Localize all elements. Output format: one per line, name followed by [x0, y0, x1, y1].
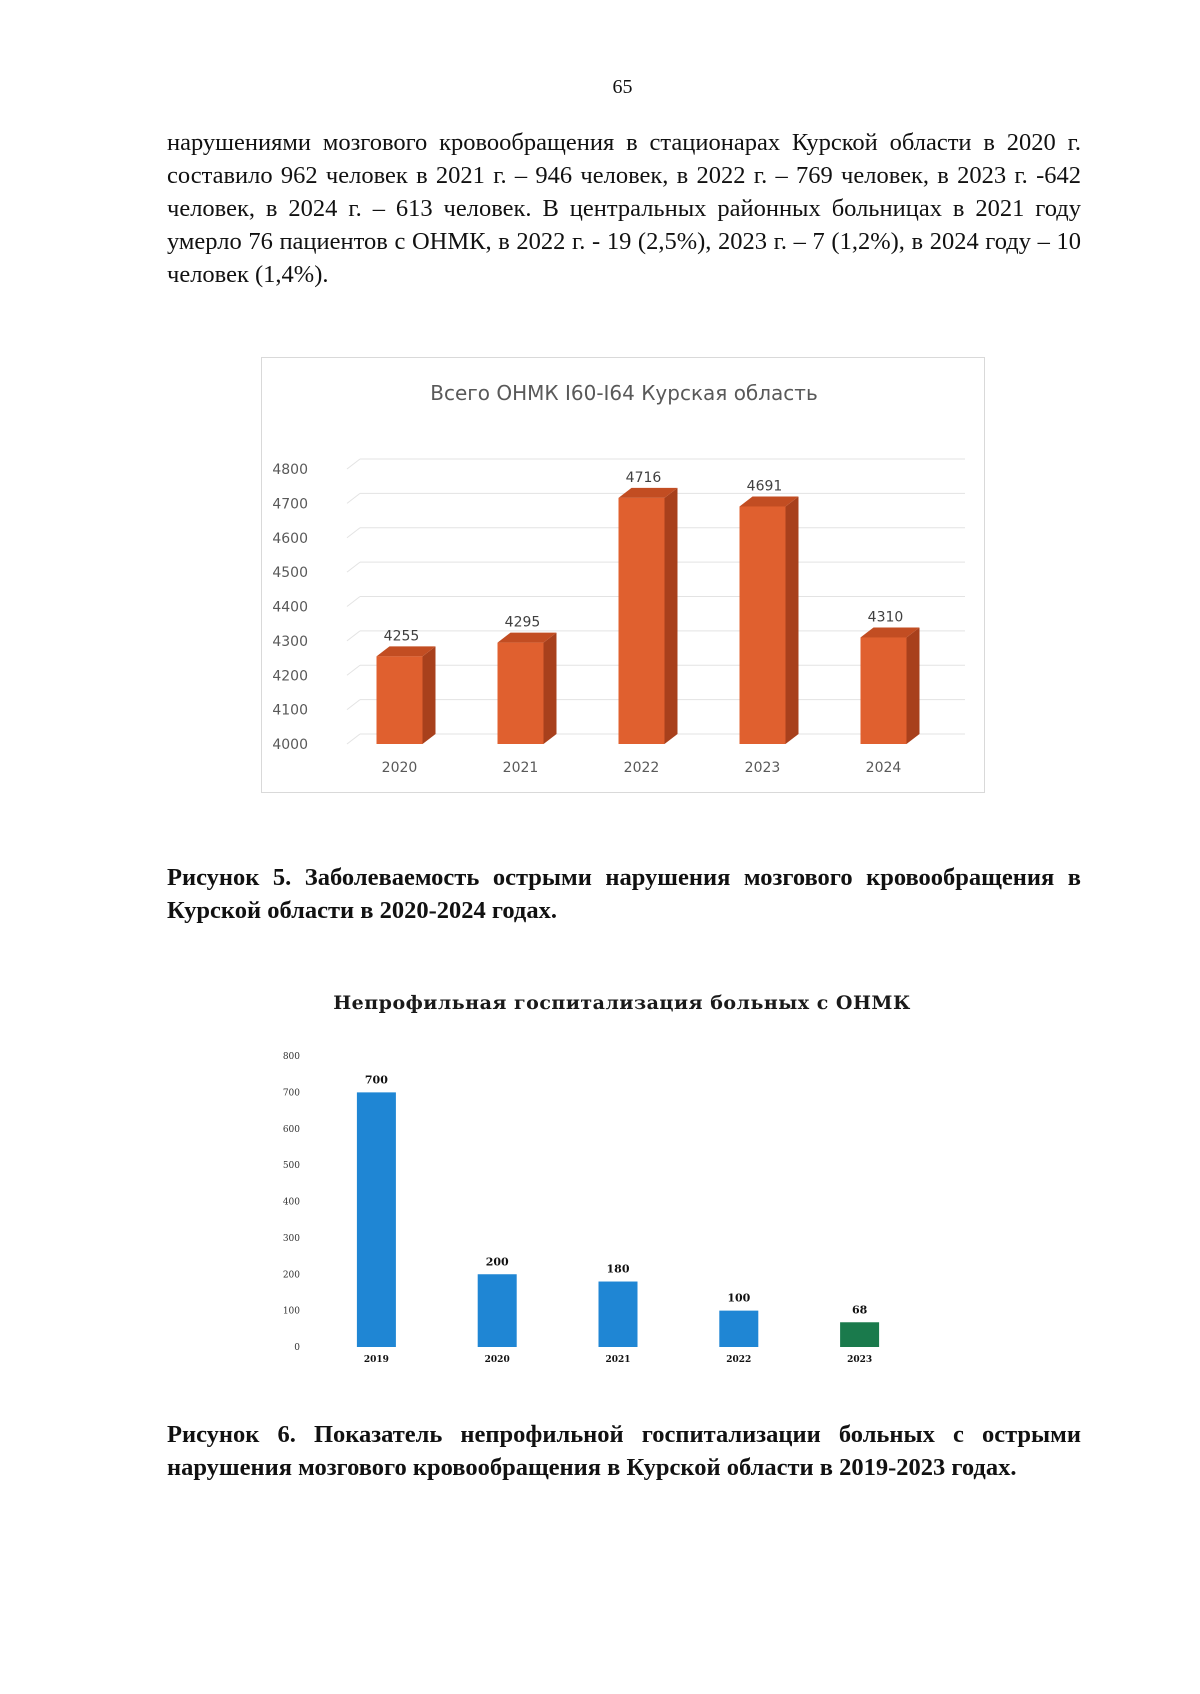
chart-title: Непрофильная госпитализация больных с ОНМК [333, 992, 911, 1014]
bar [498, 643, 544, 744]
bar-side [907, 627, 920, 744]
chart-onmk-total [262, 358, 986, 794]
x-tick-label: 2020 [381, 760, 418, 776]
gridline-depth [347, 528, 360, 538]
data-label: 68 [851, 1303, 868, 1317]
y-tick-label: 800 [282, 1052, 300, 1062]
y-tick-label: 4600 [272, 530, 308, 547]
bar [377, 656, 423, 744]
gridline-depth [347, 631, 360, 641]
x-tick-label: 2021 [605, 1355, 631, 1365]
gridline-depth [347, 700, 360, 710]
bar-side [786, 496, 799, 744]
y-tick-label: 4500 [272, 565, 308, 582]
x-tick-label: 2019 [363, 1355, 389, 1365]
y-tick-label: 300 [282, 1233, 300, 1244]
x-tick-label: 2022 [726, 1355, 752, 1365]
figure-5-frame [261, 357, 985, 793]
figure-6-caption: Рисунок 6. Показатель непрофильной госпитализации больных с острыми нарушения мозгового кровообращения в Курской области в 2019-2023 годах. [167, 1421, 1081, 1481]
y-tick-label: 4400 [272, 599, 308, 616]
gridline-depth [347, 562, 360, 572]
x-tick-label: 2021 [502, 760, 539, 776]
y-tick-label: 200 [282, 1270, 300, 1281]
data-label: 700 [364, 1073, 388, 1087]
bar-side [423, 646, 436, 744]
data-label: 4295 [504, 614, 541, 631]
x-tick-label: 2023 [744, 760, 781, 776]
y-tick-label: 4700 [272, 496, 308, 513]
data-label: 4716 [625, 469, 662, 486]
data-label: 4310 [867, 609, 904, 626]
bar [840, 1322, 879, 1347]
bar-side [544, 633, 557, 744]
body-paragraph: нарушениями мозгового кровообращения в стационарах Курской области в 2020 г. составило 962 человек в 2021 г. – 946 человек, в 2022 г. – 769 человек, в 2023 г. -642 человек, в 2024 г. – 613 человек. В центральных районных больницах в 2021 году умерло 76 пациентов с ОНМК, в 2022 г. - 19 (2,5%), 2023 г. – 7 (1,2%), в 2024 году – 10 человек (1,4%). [167, 129, 1081, 288]
bar [357, 1092, 396, 1347]
bar [719, 1311, 758, 1347]
gridline-depth [347, 493, 360, 503]
x-tick-label: 2022 [623, 760, 660, 776]
y-tick-label: 100 [282, 1306, 300, 1317]
bar [599, 1282, 638, 1347]
y-tick-label: 4100 [272, 702, 308, 719]
gridline-depth [347, 459, 360, 469]
figure-5-caption: Рисунок 5. Заболеваемость острыми нарушения мозгового кровообращения в Курской области в 2020-2024 годах. [167, 864, 1081, 924]
y-tick-label: 400 [282, 1197, 300, 1208]
y-tick-label: 0 [294, 1343, 300, 1353]
y-tick-label: 500 [282, 1161, 300, 1172]
gridline-depth [347, 734, 360, 744]
data-label: 200 [485, 1255, 509, 1269]
chart-title: Всего ОНМК I60-I64 Курская область [430, 381, 818, 405]
y-tick-label: 4800 [272, 462, 308, 478]
y-tick-label: 700 [282, 1088, 300, 1099]
x-tick-label: 2020 [484, 1355, 510, 1365]
bar [861, 637, 907, 744]
bar [740, 506, 786, 744]
y-tick-label: 4200 [272, 668, 308, 685]
gridline-depth [347, 597, 360, 607]
data-label: 180 [606, 1262, 630, 1276]
bar [478, 1274, 517, 1347]
gridline-depth [347, 665, 360, 675]
data-label: 4691 [746, 478, 783, 495]
x-tick-label: 2024 [865, 760, 902, 776]
chart-nonprofile-hospitalization [270, 980, 960, 1375]
data-label: 4255 [383, 628, 420, 645]
x-tick-label: 2023 [847, 1355, 873, 1365]
y-tick-label: 4300 [272, 633, 308, 650]
page-number: 65 [612, 76, 633, 98]
bar-side [665, 488, 678, 744]
data-label: 100 [727, 1291, 751, 1305]
bar [619, 498, 665, 744]
y-tick-label: 600 [282, 1124, 300, 1135]
y-tick-label: 4000 [272, 737, 308, 753]
